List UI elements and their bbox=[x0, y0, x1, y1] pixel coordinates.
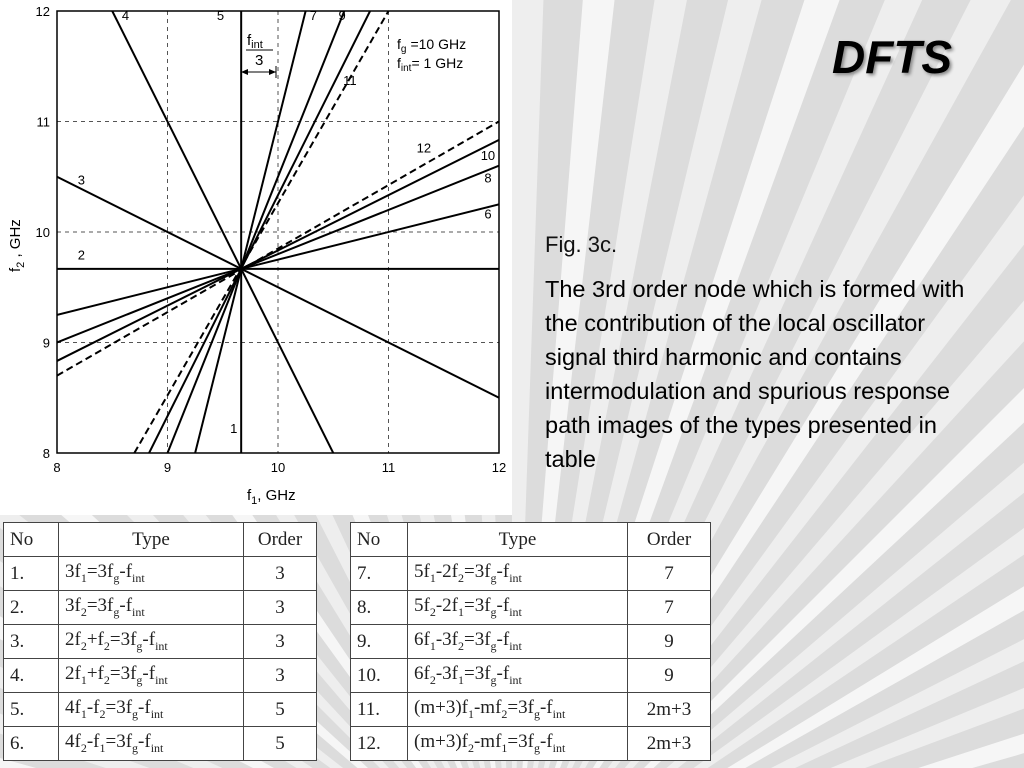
x-tick-label: 9 bbox=[163, 460, 172, 475]
cell-no: 8. bbox=[351, 591, 408, 625]
line-label-4: 4 bbox=[121, 7, 130, 23]
grid-lines bbox=[57, 11, 499, 453]
table-row bbox=[351, 625, 711, 659]
cell-type: $4f_1-f_2=3f_g-f_{int}$ bbox=[59, 693, 244, 727]
cell-no: 11. bbox=[351, 693, 408, 727]
table-row bbox=[351, 659, 711, 693]
table-row bbox=[4, 727, 317, 761]
fint-annotation-top: $f_{int}$ bbox=[247, 32, 263, 51]
types-table-left bbox=[3, 522, 317, 761]
cell-no: 1. bbox=[4, 557, 59, 591]
tick-labels bbox=[36, 4, 507, 475]
cell-order: 9 bbox=[628, 659, 711, 693]
cell-type: $3f_2=3f_g-f_{int}$ bbox=[59, 591, 244, 625]
legend-fint: $f_{int}= 1$ GHz bbox=[397, 55, 464, 74]
line-label-3: 3 bbox=[77, 172, 85, 188]
cell-type: $5f_2-2f_1=3f_g-f_{int}$ bbox=[408, 591, 628, 625]
cell-type: $4f_2-f_1=3f_g-f_{int}$ bbox=[59, 727, 244, 761]
col-header-type: Type bbox=[408, 523, 628, 557]
line-label-8: 8 bbox=[484, 170, 492, 186]
fint-annotation-bottom: 3 bbox=[255, 52, 264, 69]
slide-title: DFTS bbox=[832, 31, 953, 83]
line-label-9: 9 bbox=[338, 7, 346, 23]
col-header-type: Type bbox=[59, 523, 244, 557]
node-diagram bbox=[0, 0, 512, 515]
table-row bbox=[4, 557, 317, 591]
y-tick-label: 12 bbox=[35, 4, 50, 19]
cell-order: 2m+3 bbox=[628, 693, 711, 727]
table-row bbox=[4, 693, 317, 727]
cell-type: $6f_2-3f_1=3f_g-f_{int}$ bbox=[408, 659, 628, 693]
line-label-5: 5 bbox=[216, 7, 225, 23]
cell-type: $(m+3)f_2-mf_1=3f_g-f_{int}$ bbox=[408, 727, 628, 761]
table-row bbox=[4, 659, 317, 693]
cell-type: $2f_1+f_2=3f_g-f_{int}$ bbox=[59, 659, 244, 693]
cell-order: 5 bbox=[244, 693, 317, 727]
x-tick-label: 12 bbox=[491, 460, 507, 475]
y-tick-label: 10 bbox=[35, 225, 50, 240]
figure-description: The 3rd order node which is formed with the contribution of the local oscillator signal third harmonic and contains intermodulation and spurious response path images of the types presented in table bbox=[545, 276, 965, 472]
line-label-12: 12 bbox=[416, 140, 432, 156]
cell-no: 7. bbox=[351, 557, 408, 591]
line-label-10: 10 bbox=[480, 148, 496, 164]
y-tick-label: 9 bbox=[42, 335, 50, 351]
legend-fg: $f_g =10$ GHz bbox=[397, 36, 467, 55]
cell-order: 9 bbox=[628, 625, 711, 659]
table-row bbox=[4, 591, 317, 625]
y-axis-label: $f_2$ , GHz bbox=[7, 219, 27, 272]
cell-no: 3. bbox=[4, 625, 59, 659]
table-row bbox=[351, 727, 711, 761]
cell-type: $5f_1-2f_2=3f_g-f_{int}$ bbox=[408, 557, 628, 591]
table-row bbox=[351, 591, 711, 625]
x-tick-label: 10 bbox=[270, 460, 286, 475]
cell-order: 7 bbox=[628, 557, 711, 591]
x-tick-label: 11 bbox=[381, 460, 396, 475]
x-tick-label: 8 bbox=[53, 460, 61, 475]
col-header-no: No bbox=[351, 523, 408, 557]
y-tick-label: 11 bbox=[36, 114, 50, 130]
x-axis-label: $f_1$, GHz bbox=[247, 487, 296, 507]
cell-no: 12. bbox=[351, 727, 408, 761]
cell-type: $6f_1-3f_2=3f_g-f_{int}$ bbox=[408, 625, 628, 659]
cell-order: 3 bbox=[244, 591, 317, 625]
table-header-row bbox=[351, 523, 711, 557]
cell-no: 9. bbox=[351, 625, 408, 659]
table-row bbox=[351, 557, 711, 591]
cell-no: 2. bbox=[4, 591, 59, 625]
cell-type: $3f_1=3f_g-f_{int}$ bbox=[59, 557, 244, 591]
cell-no: 6. bbox=[4, 727, 59, 761]
cell-type: $(m+3)f_1-mf_2=3f_g-f_{int}$ bbox=[408, 693, 628, 727]
cell-order: 2m+3 bbox=[628, 727, 711, 761]
types-table-right bbox=[350, 522, 711, 761]
cell-order: 5 bbox=[244, 727, 317, 761]
col-header-order: Order bbox=[244, 523, 317, 557]
cell-order: 3 bbox=[244, 625, 317, 659]
table-row bbox=[4, 625, 317, 659]
response-line-12 bbox=[57, 122, 499, 376]
y-tick-label: 8 bbox=[42, 446, 50, 461]
line-label-2: 2 bbox=[77, 247, 85, 263]
table-header-row bbox=[4, 523, 317, 557]
line-label-11: 11 bbox=[343, 73, 357, 89]
cell-order: 7 bbox=[628, 591, 711, 625]
table-row bbox=[351, 693, 711, 727]
col-header-no: No bbox=[4, 523, 59, 557]
col-header-order: Order bbox=[628, 523, 711, 557]
line-label-6: 6 bbox=[484, 206, 492, 222]
cell-no: 10. bbox=[351, 659, 408, 693]
cell-no: 4. bbox=[4, 659, 59, 693]
cell-order: 3 bbox=[244, 659, 317, 693]
plot-panel bbox=[0, 0, 512, 515]
cell-type: $2f_2+f_2=3f_g-f_{int}$ bbox=[59, 625, 244, 659]
line-label-1: 1 bbox=[230, 421, 238, 437]
cell-order: 3 bbox=[244, 557, 317, 591]
cell-no: 5. bbox=[4, 693, 59, 727]
figure-caption: Fig. 3c. bbox=[545, 232, 618, 257]
response-line-9 bbox=[149, 11, 370, 453]
line-label-7: 7 bbox=[309, 7, 317, 23]
